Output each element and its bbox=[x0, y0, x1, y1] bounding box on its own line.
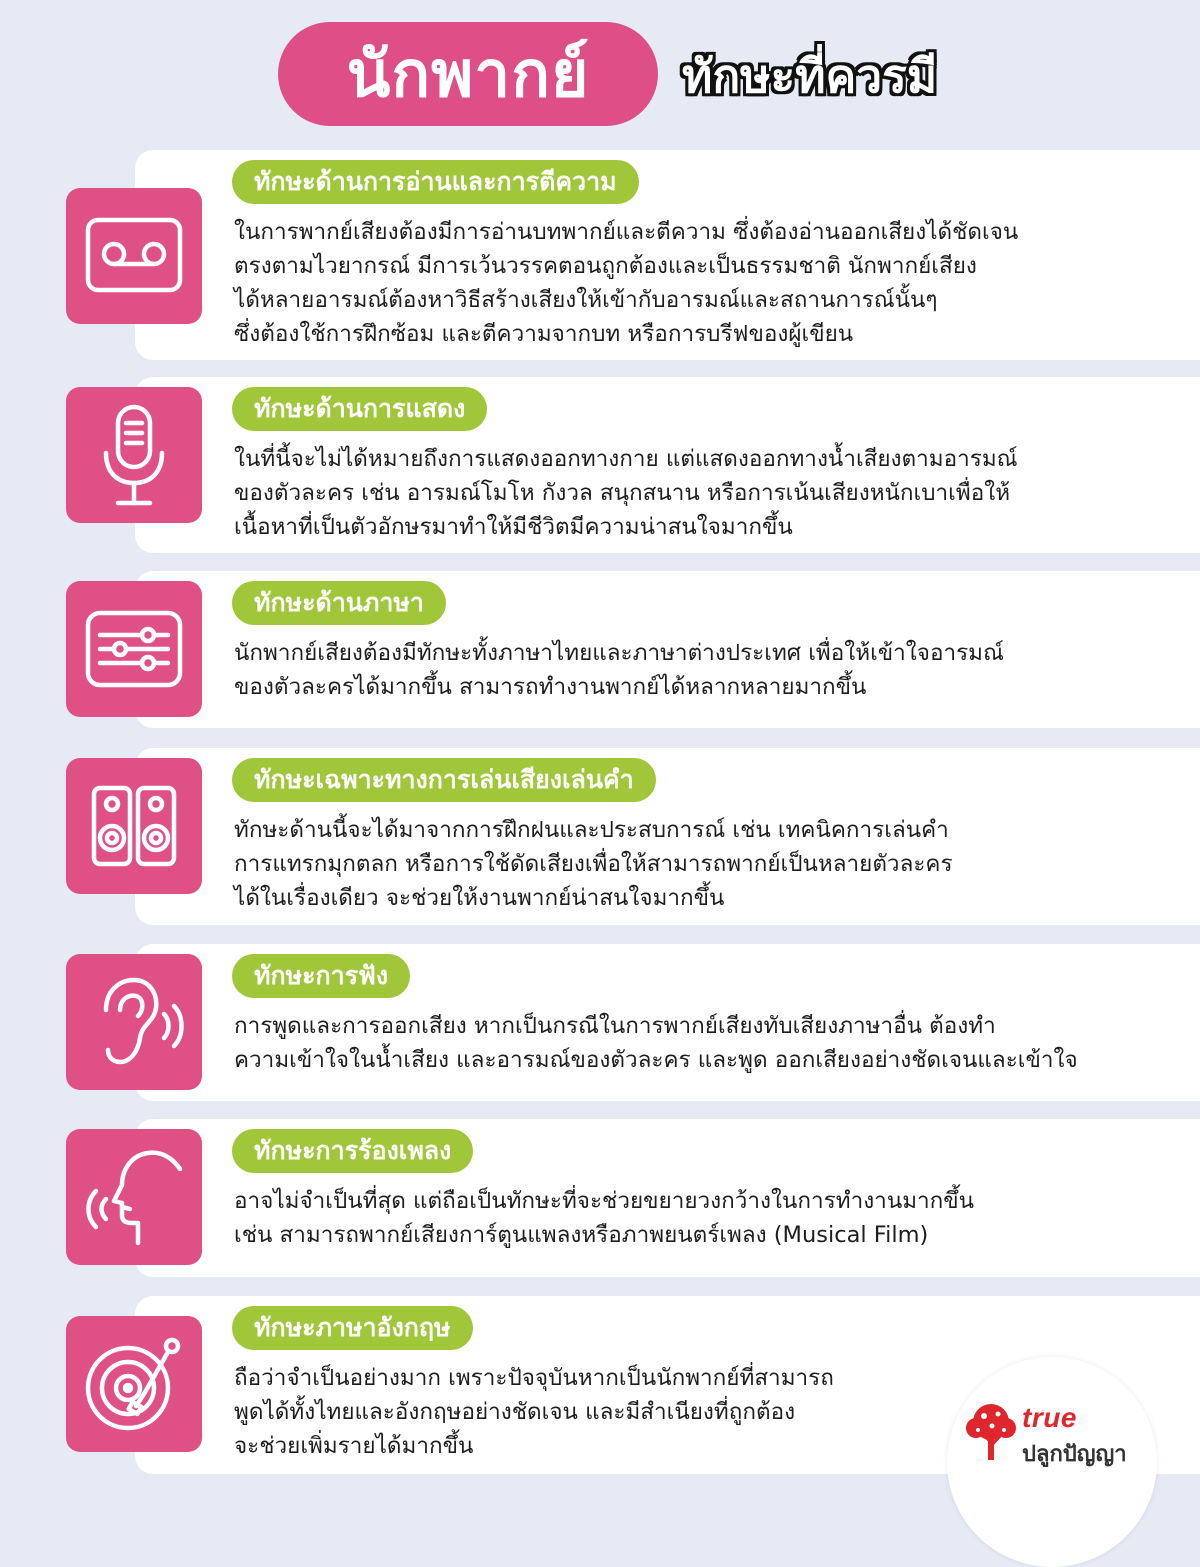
description-line: ซึ่งต้องใช้การฝึกซ้อม และตีความจากบท หรือการบรีฟของผู้เขียน bbox=[234, 321, 854, 347]
description-line: อาจไม่จำเป็นที่สุด แต่ถือเป็นทักษะที่จะช่วยขยายวงกว้างในการทำงานมากขึ้น bbox=[234, 1188, 975, 1214]
description-line: ได้หลายอารมณ์ต้องหาวิธีสร้างเสียงให้เข้ากับอารมณ์และสถานการณ์นั้นๆ bbox=[234, 287, 938, 313]
skill-icon-box bbox=[66, 758, 202, 894]
speaker-icon bbox=[76, 768, 192, 884]
page-subtitle: ทักษะที่ควรมี bbox=[682, 48, 938, 103]
description-line: ของตัวละคร เช่น อารมณ์โมโห กังวล สนุกสนาน หรือการเน้นเสียงหนักเบาเพื่อให้ bbox=[234, 480, 1011, 506]
page-title: นักพากย์ bbox=[278, 22, 658, 126]
skill-description bbox=[234, 442, 1154, 544]
skill-title: ทักษะภาษาอังกฤษ bbox=[232, 1306, 473, 1350]
description-line: การแทรกมุกตลก หรือการใช้ดัดเสียงเพื่อให้สามารถพากย์เป็นหลายตัวละคร bbox=[234, 851, 953, 877]
brand-subname: ปลูกปัญญา bbox=[1022, 1442, 1127, 1467]
skill-title: ทักษะการร้องเพลง bbox=[232, 1129, 473, 1173]
description-line: จะช่วยเพิ่มรายได้มากขึ้น bbox=[234, 1433, 474, 1459]
skill-icon-box bbox=[66, 1316, 202, 1452]
skill-description bbox=[234, 813, 1154, 915]
description-line: พูดได้ทั้งไทยและอังกฤษอย่างชัดเจน และมีสำเนียงที่ถูกต้อง bbox=[234, 1399, 796, 1425]
description-line: ถือว่าจำเป็นอย่างมาก เพราะปัจจุบันหากเป็นนักพากย์ที่สามารถ bbox=[234, 1365, 834, 1391]
singing-head-icon bbox=[76, 1139, 192, 1255]
skill-description bbox=[234, 1009, 1154, 1077]
cassette-tape-icon bbox=[76, 198, 192, 314]
description-line: ในการพากย์เสียงต้องมีการอ่านบทพากย์และตีความ ซึ่งต้องอ่านออกเสียงได้ชัดเจน bbox=[234, 219, 1019, 245]
equalizer-sliders-icon bbox=[76, 591, 192, 707]
description-line: ตรงตามไวยากรณ์ มีการเว้นวรรคตอนถูกต้องและเป็นธรรมชาติ นักพากย์เสียง bbox=[234, 253, 977, 279]
skill-title: ทักษะด้านภาษา bbox=[232, 581, 446, 625]
description-line: การพูดและการออกเสียง หากเป็นกรณีในการพากย์เสียงทับเสียงภาษาอื่น ต้องทำ bbox=[234, 1013, 996, 1039]
description-line: ในที่นี้จะไม่ได้หมายถึงการแสดงออกทางกาย แต่แสดงออกทางน้ำเสียงตามอารมณ์ bbox=[234, 446, 1018, 472]
description-line: ของตัวละครได้มากขึ้น สามารถทำงานพากย์ได้หลากหลายมากขึ้น bbox=[234, 674, 867, 700]
skill-icon-box bbox=[66, 581, 202, 717]
description-line: ได้ในเรื่องเดียว จะช่วยให้งานพากย์น่าสนใจมากขึ้น bbox=[234, 885, 725, 911]
skill-description bbox=[234, 636, 1154, 704]
description-line: นักพากย์เสียงต้องมีทักษะทั้งภาษาไทยและภาษาต่างประเทศ เพื่อให้เข้าใจอารมณ์ bbox=[234, 640, 1004, 666]
ear-listening-icon bbox=[76, 964, 192, 1080]
tree-logo-icon bbox=[962, 1402, 1020, 1462]
description-line: ความเข้าใจในน้ำเสียง และอารมณ์ของตัวละคร และพูด ออกเสียงอย่างชัดเจนและเข้าใจ bbox=[234, 1047, 1078, 1073]
skill-description bbox=[234, 215, 1154, 351]
skill-icon-box bbox=[66, 387, 202, 523]
skill-icon-box bbox=[66, 954, 202, 1090]
microphone-icon bbox=[76, 397, 192, 513]
skill-icon-box bbox=[66, 188, 202, 324]
skill-icon-box bbox=[66, 1129, 202, 1265]
skill-title: ทักษะด้านการอ่านและการตีความ bbox=[232, 160, 639, 204]
brand-name: true bbox=[1022, 1402, 1077, 1433]
skill-description bbox=[234, 1184, 1154, 1252]
skill-title: ทักษะเฉพาะทางการเล่นเสียงเล่นคำ bbox=[232, 758, 656, 802]
header bbox=[0, 0, 1200, 140]
record-player-icon bbox=[76, 1326, 192, 1442]
skill-title: ทักษะด้านการแสดง bbox=[232, 387, 487, 431]
description-line: ทักษะด้านนี้จะได้มาจากการฝึกฝนและประสบการณ์ เช่น เทคนิคการเล่นคำ bbox=[234, 817, 949, 843]
description-line: เนื้อหาที่เป็นตัวอักษรมาทำให้มีชีวิตมีความน่าสนใจมากขึ้น bbox=[234, 514, 793, 540]
description-line: เช่น สามารถพากย์เสียงการ์ตูนแพลงหรือภาพยนตร์เพลง (Musical Film) bbox=[234, 1222, 929, 1248]
skill-title: ทักษะการฟัง bbox=[232, 954, 410, 998]
